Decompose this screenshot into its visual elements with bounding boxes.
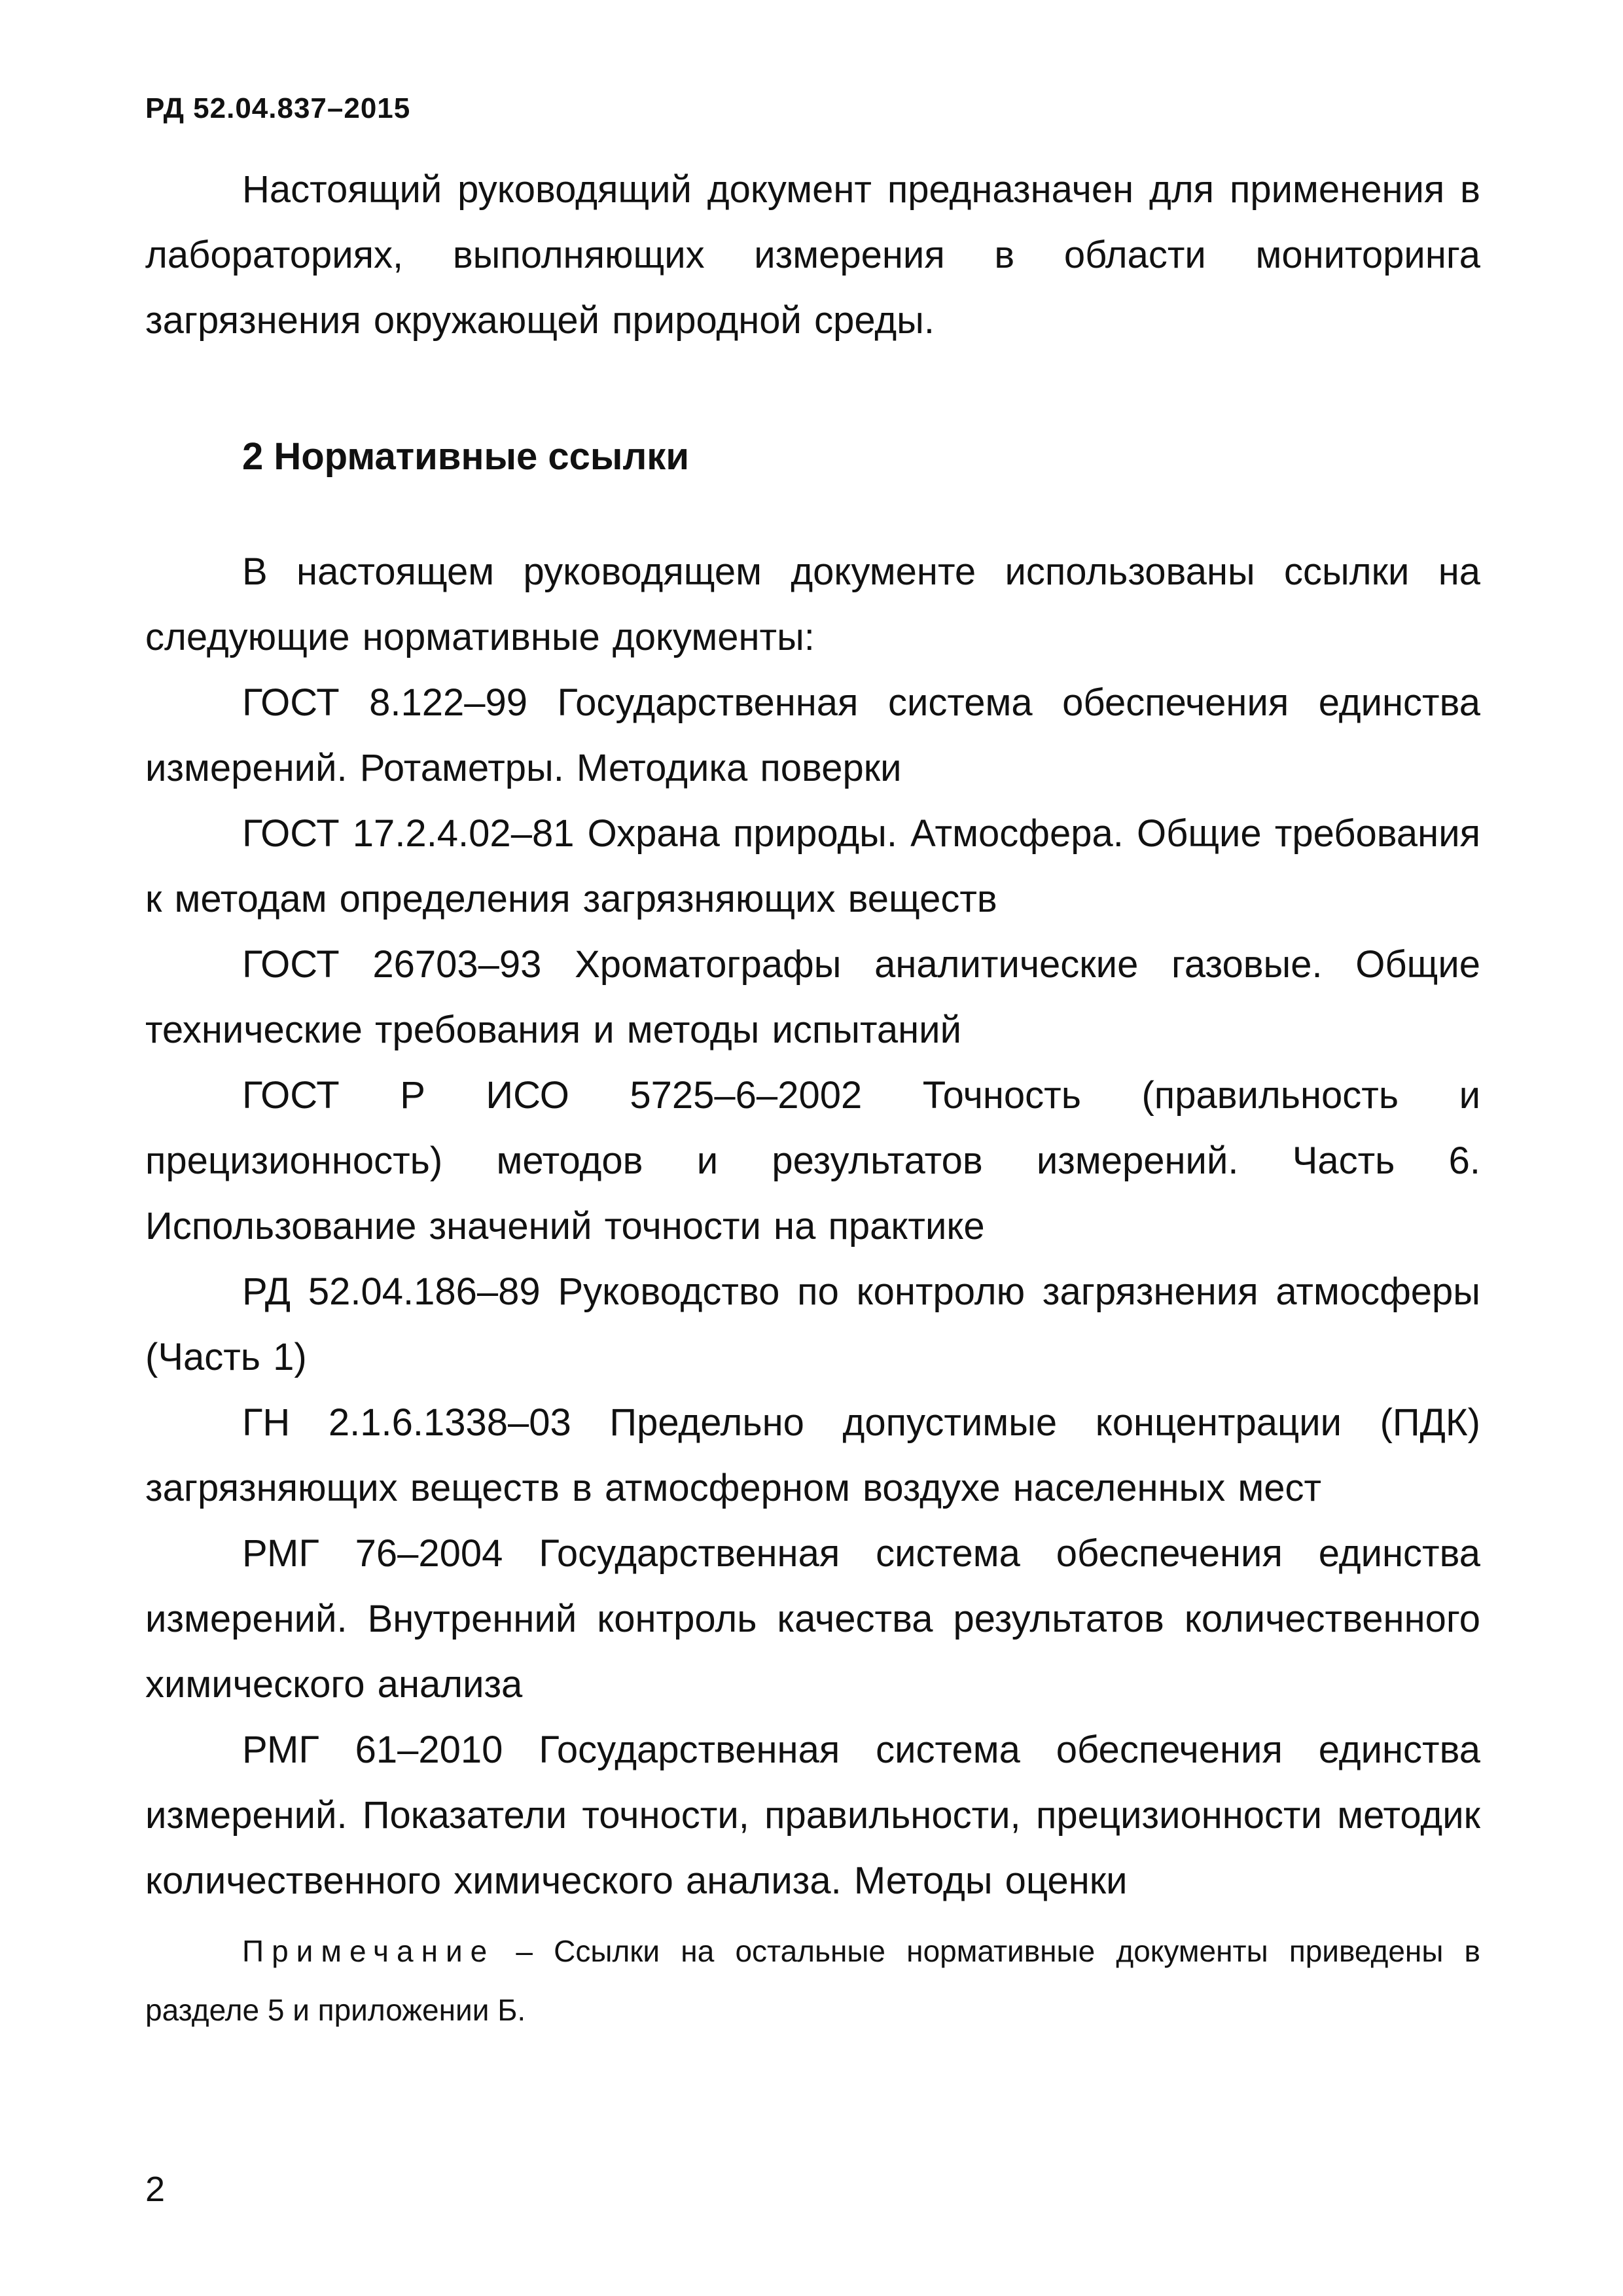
reference-item: ГН 2.1.6.1338–03 Предельно допустимые концентрации (ПДК) загрязняющих веществ в атмосферном воздухе населенных мест — [145, 1401, 1480, 1509]
document-code: РД 52.04.837–2015 — [145, 92, 411, 124]
reference-item: ГОСТ 26703–93 Хроматографы аналитические газовые. Общие технические требования и методы испытаний — [145, 943, 1480, 1051]
note-paragraph — [145, 1922, 1480, 2039]
reference-item: ГОСТ Р ИСО 5725–6–2002 Точность (правильность и прецизионность) методов и результатов измерений. Часть 6. Использование значений точности на практике — [145, 1074, 1480, 1247]
page-content — [145, 157, 1480, 2070]
intro-paragraph: Настоящий руководящий документ предназначен для применения в лабораториях, выполняющих измерения в области мониторинга загрязнения окружающей природной среды. — [145, 168, 1480, 342]
reference-item: РМГ 76–2004 Государственная система обеспечения единства измерений. Внутренний контроль качества результатов количественного химического анализа — [145, 1532, 1480, 1706]
reference-item: ГОСТ 8.122–99 Государственная система обеспечения единства измерений. Ротаметры. Методика поверки — [145, 681, 1480, 789]
note-label: Примечание — [242, 1934, 495, 1968]
reference-item: РД 52.04.186–89 Руководство по контролю загрязнения атмосферы (Часть 1) — [145, 1270, 1480, 1378]
note-text: – Ссылки на остальные нормативные документы приведены в разделе 5 и приложении Б. — [145, 1934, 1480, 2027]
references-lead-paragraph: В настоящем руководящем документе использованы ссылки на следующие нормативные документы: — [145, 550, 1480, 658]
reference-item: ГОСТ 17.2.4.02–81 Охрана природы. Атмосфера. Общие требования к методам определения загрязняющих веществ — [145, 812, 1480, 920]
reference-item: РМГ 61–2010 Государственная система обеспечения единства измерений. Показатели точности, правильности, прецизионности методик количественного химического анализа. Методы оценки — [145, 1729, 1480, 1902]
page-number: 2 — [145, 2170, 166, 2209]
section-title: 2 Нормативные ссылки — [242, 435, 689, 478]
